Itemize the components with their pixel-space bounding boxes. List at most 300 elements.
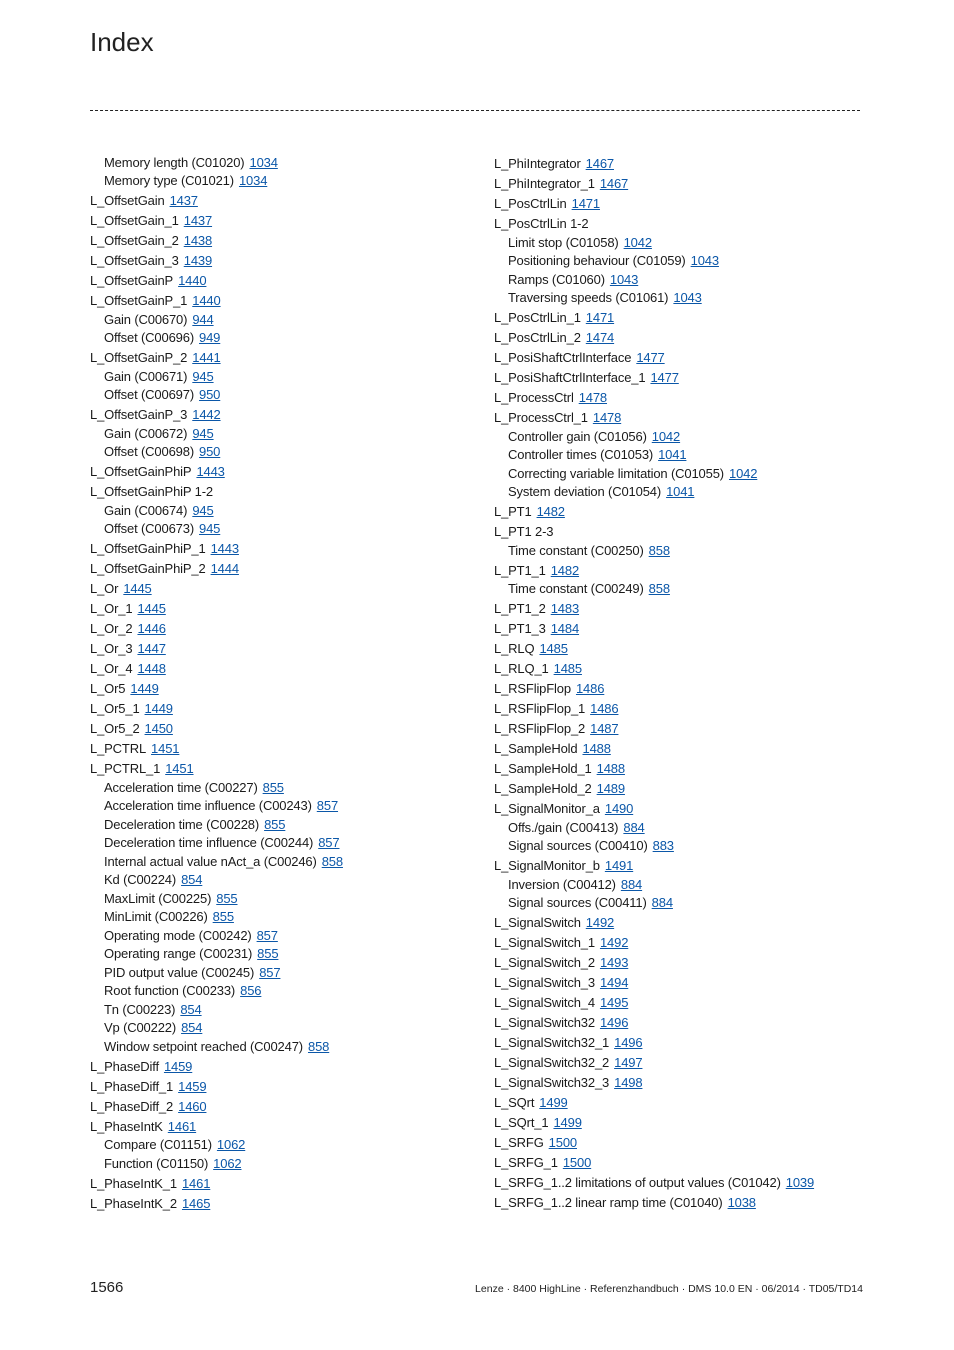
index-entry [494, 1074, 874, 1092]
index-entry [90, 252, 490, 270]
index-entry [494, 409, 874, 427]
index-entry-label: MaxLimit (C00225) [104, 890, 212, 906]
index-entry [90, 406, 490, 424]
index-entry-label: Acceleration time (C00227) [104, 779, 258, 795]
page-reference-link[interactable]: 1441 [192, 350, 221, 365]
index-entry-label: L_PhaseDiff [90, 1058, 159, 1074]
index-entry-label: L_Or5 [90, 681, 126, 696]
index-entry [90, 540, 490, 558]
index-subentry [494, 837, 874, 855]
index-entry-label: Limit stop (C01058) [508, 234, 619, 250]
index-entry [90, 560, 490, 578]
index-entry [494, 1054, 874, 1072]
page-reference-link[interactable]: 1043 [690, 253, 719, 268]
index-entry [90, 463, 490, 481]
index-column-right [494, 153, 874, 1212]
index-subentry [90, 386, 490, 404]
index-entry [494, 660, 874, 678]
index-entry-label: L_PosiShaftCtrlInterface [494, 350, 632, 365]
page-reference-link[interactable]: 1042 [651, 428, 681, 444]
page-reference-link[interactable]: 854 [181, 1020, 203, 1035]
page-reference-link[interactable]: 1042 [623, 234, 652, 250]
index-entry-label: L_PhaseIntK_2 [90, 1195, 177, 1211]
page-reference-link[interactable]: 1445 [123, 581, 152, 596]
page-reference-link[interactable]: 857 [316, 798, 339, 813]
index-entry [90, 483, 490, 501]
index-entry [90, 680, 490, 698]
index-entry-label: Controller gain (C01056) [508, 428, 647, 444]
index-entry [494, 503, 874, 521]
index-subentry [494, 819, 874, 837]
page-reference-link[interactable]: 854 [180, 1001, 202, 1017]
index-subentry [494, 542, 874, 560]
page-reference-link[interactable]: 950 [199, 387, 221, 402]
index-entry-label: L_PosCtrlLin_1 [494, 310, 581, 325]
page-reference-link[interactable]: 1034 [238, 173, 268, 188]
index-subentry [90, 368, 490, 386]
page-reference-link[interactable]: 1484 [550, 621, 580, 636]
index-entry [494, 994, 874, 1012]
index-entry-label: L_PhiIntegrator_1 [494, 176, 595, 191]
index-subentry [90, 834, 490, 852]
index-subentry [494, 465, 874, 483]
index-entry-label: L_Or5_2 [90, 721, 140, 736]
page-reference-link[interactable]: 1446 [137, 621, 166, 636]
index-entry [494, 155, 874, 173]
index-entry-label: Vp (C00222) [104, 1020, 177, 1035]
index-entry [494, 620, 874, 638]
index-entry-label: L_SQrt [494, 1095, 535, 1110]
page-reference-link[interactable]: 1041 [658, 447, 687, 462]
page-reference-link[interactable]: 858 [648, 542, 670, 558]
index-entry [494, 720, 874, 738]
index-entry [494, 857, 874, 875]
index-subentry [494, 234, 874, 252]
index-entry [494, 934, 874, 952]
index-subentry [494, 428, 874, 446]
page-reference-link[interactable]: 1461 [181, 1175, 211, 1191]
page-reference-link[interactable]: 1485 [553, 661, 582, 676]
index-entry-label: Offset (C00696) [104, 330, 195, 345]
page-reference-link[interactable]: 855 [216, 890, 238, 906]
page-reference-link[interactable]: 1440 [178, 273, 207, 288]
index-entry-label: Traversing speeds (C01061) [508, 290, 669, 305]
index-entry-label: Deceleration time influence (C00244) [104, 835, 314, 850]
page-reference-link[interactable]: 1460 [178, 1098, 207, 1114]
index-entry [90, 192, 490, 210]
page-reference-link[interactable]: 1041 [666, 484, 695, 499]
page-reference-link[interactable]: 1496 [599, 1015, 629, 1030]
index-entry-label: L_OffsetGain_3 [90, 253, 179, 268]
page-reference-link[interactable]: 945 [192, 425, 214, 441]
index-entry [90, 272, 490, 290]
page-reference-link[interactable]: 854 [181, 872, 203, 887]
page-reference-link[interactable]: 1438 [183, 233, 213, 248]
index-entry [90, 740, 490, 758]
page-reference-link[interactable]: 1062 [213, 1155, 242, 1171]
index-subentry [90, 871, 490, 889]
index-subentry [494, 446, 874, 464]
index-entry [494, 1114, 874, 1132]
page-reference-link[interactable]: 1494 [599, 975, 629, 990]
page-reference-link[interactable]: 1448 [137, 661, 166, 676]
page-reference-link[interactable]: 855 [257, 946, 279, 961]
page-reference-link[interactable]: 857 [318, 835, 340, 850]
index-subentry [90, 890, 490, 908]
index-entry [494, 1194, 874, 1212]
index-entry-label: Offset (C00673) [104, 521, 195, 536]
page-reference-link[interactable]: 1437 [183, 213, 213, 228]
page-reference-link[interactable]: 1443 [196, 464, 225, 479]
index-entry-label: L_PhaseIntK_1 [90, 1175, 177, 1191]
index-entry-label: L_RSFlipFlop [494, 681, 571, 696]
page-reference-link[interactable]: 884 [651, 895, 673, 910]
page-reference-link[interactable]: 1451 [151, 741, 180, 756]
page-reference-link[interactable]: 1490 [604, 801, 634, 816]
index-entry-label: L_PCTRL_1 [90, 761, 161, 776]
index-entry [494, 740, 874, 758]
footer-document-info: Lenze · 8400 HighLine · Referenzhandbuch · DMS 10.0 EN · 06/2014 · TD05/TD14 [475, 1283, 863, 1295]
index-entry-label: Correcting variable limitation (C01055) [508, 465, 724, 481]
index-entry [494, 600, 874, 618]
index-entry-label: L_OffsetGainPhiP 1-2 [90, 484, 213, 499]
page-reference-link[interactable]: 945 [192, 368, 214, 384]
index-subentry [90, 982, 490, 1000]
index-entry-label: L_PhaseIntK [90, 1118, 163, 1134]
index-entry-label: L_ProcessCtrl [494, 390, 574, 405]
page-reference-link[interactable]: 1467 [599, 176, 629, 191]
page-reference-link[interactable]: 1498 [614, 1075, 643, 1090]
index-entry-label: Gain (C00672) [104, 425, 188, 441]
page-reference-link[interactable]: 1445 [137, 601, 166, 616]
page-reference-link[interactable]: 1449 [144, 701, 173, 716]
index-entry [494, 914, 874, 932]
page-reference-link[interactable]: 1478 [592, 410, 622, 425]
index-entry-label: L_Or_1 [90, 601, 133, 616]
page-reference-link[interactable]: 884 [623, 819, 645, 835]
index-entry-label: Window setpoint reached (C00247) [104, 1038, 303, 1054]
index-entry [494, 369, 874, 387]
index-entry-label: Compare (C01151) [104, 1137, 212, 1152]
page-reference-link[interactable]: 1467 [585, 156, 614, 171]
page-reference-link[interactable]: 1482 [550, 562, 580, 578]
index-subentry [90, 329, 490, 347]
index-entry-label: L_PCTRL [90, 741, 147, 756]
page-reference-link[interactable]: 1487 [590, 721, 619, 736]
index-entry-label: Offset (C00697) [104, 387, 195, 402]
index-entry [90, 1175, 490, 1193]
page-reference-link[interactable]: 856 [240, 983, 262, 998]
index-subentry [494, 252, 874, 270]
index-entry-label: L_SignalSwitch_1 [494, 935, 595, 950]
index-entry-label: L_OffsetGainP_3 [90, 407, 188, 422]
index-entry-label: L_OffsetGainP_1 [90, 293, 188, 308]
page-reference-link[interactable]: 1439 [183, 253, 213, 268]
index-entry-label: Kd (C00224) [104, 872, 177, 887]
index-subentry [90, 797, 490, 815]
index-entry [494, 700, 874, 718]
index-subentry [90, 1155, 490, 1173]
index-entry [494, 175, 874, 193]
index-entry-label: L_SignalSwitch_4 [494, 995, 595, 1010]
page-reference-link[interactable]: 1492 [599, 935, 629, 950]
index-entry-label: L_RSFlipFlop_2 [494, 721, 586, 736]
page-reference-link[interactable]: 858 [648, 581, 670, 596]
index-entry-label: L_PosCtrlLin_2 [494, 330, 581, 345]
page-reference-link[interactable]: 1499 [553, 1115, 582, 1130]
index-subentry [494, 580, 874, 598]
page-reference-link[interactable]: 1437 [169, 193, 198, 208]
index-entry-label: Gain (C00674) [104, 502, 188, 518]
index-entry [494, 640, 874, 658]
index-entry [494, 195, 874, 213]
page-reference-link[interactable]: 1039 [785, 1175, 815, 1190]
index-entry [494, 1014, 874, 1032]
index-entry [494, 680, 874, 698]
index-entry-label: L_SampleHold_1 [494, 761, 592, 776]
page-reference-link[interactable]: 1034 [249, 154, 278, 170]
page-reference-link[interactable]: 1471 [585, 310, 615, 325]
page-reference-link[interactable]: 1449 [130, 681, 159, 696]
index-subentry [90, 816, 490, 834]
index-entry [90, 1098, 490, 1116]
index-subentry [90, 908, 490, 926]
index-entry-label: L_SignalSwitch32_1 [494, 1035, 610, 1050]
index-entry [494, 523, 874, 541]
index-entry-label: L_SignalSwitch [494, 915, 581, 930]
index-entry-label: L_PhaseDiff_1 [90, 1078, 174, 1094]
index-entry [494, 1094, 874, 1112]
page-reference-link[interactable]: 1459 [163, 1058, 193, 1074]
index-entry-label: Time constant (C00249) [508, 581, 644, 596]
index-subentry [90, 425, 490, 443]
page-reference-link[interactable]: 1444 [210, 561, 239, 576]
index-entry [90, 660, 490, 678]
index-entry-label: L_OffsetGainPhiP_2 [90, 561, 206, 576]
page-reference-link[interactable]: 883 [652, 838, 674, 853]
page-reference-link[interactable]: 950 [199, 444, 221, 459]
index-subentry [494, 289, 874, 307]
page-reference-link[interactable]: 1488 [596, 761, 625, 776]
index-entry [90, 720, 490, 738]
index-entry-label: L_RLQ [494, 641, 535, 656]
index-subentry [90, 443, 490, 461]
index-entry [494, 1134, 874, 1152]
index-subentry [494, 483, 874, 501]
index-subentry [494, 271, 874, 289]
index-entry-label: L_PhiIntegrator [494, 156, 581, 171]
index-entry-label: L_PT1_1 [494, 562, 546, 578]
index-entry-label: L_PosiShaftCtrlInterface_1 [494, 370, 646, 385]
page-reference-link[interactable]: 884 [620, 876, 643, 892]
page-reference-link[interactable]: 1474 [585, 330, 615, 345]
index-subentry [494, 894, 874, 912]
page-number: 1566 [90, 1279, 124, 1296]
page-reference-link[interactable]: 1450 [144, 721, 173, 736]
index-entry-label: Memory type (C01021) [104, 173, 234, 188]
index-entry-label: L_SignalMonitor_b [494, 858, 600, 873]
index-entry-label: L_PT1 [494, 504, 532, 519]
page-reference-link[interactable]: 1493 [599, 955, 629, 970]
index-entry [494, 309, 874, 327]
index-entry [494, 974, 874, 992]
index-entry-label: L_RSFlipFlop_1 [494, 701, 586, 716]
index-entry-label: L_SampleHold_2 [494, 781, 592, 796]
index-entry-label: Gain (C00671) [104, 368, 188, 384]
index-entry-label: Memory length (C01020) [104, 154, 245, 170]
index-entry-label: Inversion (C00412) [508, 876, 616, 892]
page-reference-link[interactable]: 1485 [539, 641, 568, 656]
page-reference-link[interactable]: 1043 [673, 290, 702, 305]
page-reference-link[interactable]: 1486 [575, 681, 605, 696]
page-reference-link[interactable]: 1500 [548, 1135, 577, 1150]
index-entry [494, 389, 874, 407]
page-reference-link[interactable]: 1443 [210, 541, 239, 556]
page-title: Index [90, 27, 154, 57]
index-entry [90, 1078, 490, 1096]
index-entry-label: L_Or_2 [90, 621, 133, 636]
index-subentry [90, 1136, 490, 1154]
page-reference-link[interactable]: 1495 [599, 995, 629, 1010]
index-subentry [494, 876, 874, 894]
index-entry [494, 329, 874, 347]
page-reference-link[interactable]: 1447 [137, 641, 166, 656]
page-reference-link[interactable]: 1478 [578, 390, 608, 405]
page-reference-link[interactable]: 1477 [636, 350, 665, 365]
index-entry-label: Offset (C00698) [104, 444, 195, 459]
page-reference-link[interactable]: 858 [307, 1038, 330, 1054]
page-reference-link[interactable]: 1471 [571, 196, 600, 211]
page-reference-link[interactable]: 1500 [562, 1155, 592, 1170]
index-entry-label: Operating mode (C00242) [104, 927, 252, 943]
header-divider [90, 110, 860, 111]
index-entry [90, 232, 490, 250]
page-reference-link[interactable]: 1496 [614, 1035, 643, 1050]
index-entry-label: System deviation (C01054) [508, 484, 662, 499]
index-entry-label: Controller times (C01053) [508, 447, 654, 462]
index-entry-label: L_Or [90, 581, 119, 596]
page-reference-link[interactable]: 1440 [192, 293, 221, 308]
index-entry-label: Function (C01150) [104, 1155, 209, 1171]
index-entry [90, 212, 490, 230]
index-entry-label: L_OffsetGain_2 [90, 233, 179, 248]
index-entry [90, 700, 490, 718]
index-entry-label: Positioning behaviour (C01059) [508, 253, 686, 268]
page-reference-link[interactable]: 855 [262, 779, 284, 795]
index-subentry [90, 779, 490, 797]
page-reference-link[interactable]: 1038 [727, 1195, 756, 1210]
index-entry [494, 215, 874, 233]
index-entry-label: MinLimit (C00226) [104, 909, 208, 924]
page-reference-link[interactable]: 1442 [192, 407, 221, 422]
page-reference-link[interactable]: 1477 [650, 370, 679, 385]
page-reference-link[interactable]: 945 [192, 502, 214, 518]
index-entry-label: Signal sources (C00411) [508, 895, 647, 910]
page-reference-link[interactable]: 1499 [539, 1095, 568, 1110]
index-entry [90, 349, 490, 367]
index-entry-label: L_OffsetGain_1 [90, 213, 179, 228]
page-reference-link[interactable]: 855 [264, 816, 286, 832]
page-reference-link[interactable]: 1459 [178, 1078, 207, 1094]
index-entry-label: L_OffsetGain [90, 193, 165, 208]
index-entry-label: Ramps (C01060) [508, 271, 605, 287]
index-subentry [90, 945, 490, 963]
index-entry-label: L_PT1_3 [494, 621, 546, 636]
index-entry-label: L_Or5_1 [90, 701, 140, 716]
page-reference-link[interactable]: 858 [321, 853, 343, 869]
page-reference-link[interactable]: 1489 [596, 781, 625, 796]
index-entry-label: Deceleration time (C00228) [104, 816, 260, 832]
index-entry-label: L_PT1 2-3 [494, 524, 554, 539]
page-reference-link[interactable]: 1486 [590, 701, 619, 716]
index-entry [90, 292, 490, 310]
page-reference-link[interactable]: 1042 [728, 465, 758, 481]
index-entry [90, 600, 490, 618]
index-entry-label: Internal actual value nAct_a (C00246) [104, 853, 317, 869]
index-entry-label: L_OffsetGainP_2 [90, 350, 188, 365]
page-reference-link[interactable]: 1465 [181, 1195, 211, 1211]
index-entry [90, 1195, 490, 1213]
index-entry-label: L_SignalSwitch_2 [494, 955, 595, 970]
page-reference-link[interactable]: 857 [256, 927, 278, 943]
index-entry-label: Gain (C00670) [104, 311, 188, 327]
page-reference-link[interactable]: 944 [192, 311, 214, 327]
index-entry-label: L_SRFG_1..2 limitations of output values (C01042) [494, 1175, 781, 1190]
page-reference-link[interactable]: 1497 [614, 1055, 643, 1070]
index-entry-label: Root function (C00233) [104, 983, 236, 998]
index-entry-label: Time constant (C00250) [508, 542, 644, 558]
index-entry-label: L_SignalMonitor_a [494, 801, 600, 816]
index-entry-label: L_RLQ_1 [494, 661, 549, 676]
page-reference-link[interactable]: 1062 [216, 1137, 246, 1152]
index-entry-label: L_PosCtrlLin [494, 196, 567, 211]
index-entry-label: Acceleration time influence (C00243) [104, 798, 312, 813]
index-entry [494, 349, 874, 367]
page-reference-link[interactable]: 945 [199, 521, 221, 536]
page-reference-link[interactable]: 1483 [550, 601, 580, 616]
page-reference-link[interactable]: 855 [212, 909, 234, 924]
index-subentry [90, 502, 490, 520]
index-subentry [90, 154, 490, 172]
index-entry [494, 780, 874, 798]
page-reference-link[interactable]: 1043 [609, 271, 639, 287]
index-entry-label: L_OffsetGainPhiP_1 [90, 541, 206, 556]
page-reference-link[interactable]: 1491 [604, 858, 634, 873]
index-subentry [90, 520, 490, 538]
index-entry-label: L_SignalSwitch32_2 [494, 1055, 610, 1070]
page-reference-link[interactable]: 1451 [165, 761, 194, 776]
index-subentry [90, 311, 490, 329]
page-reference-link[interactable]: 1488 [582, 741, 611, 756]
page-reference-link[interactable]: 857 [259, 964, 281, 980]
index-entry [90, 1118, 490, 1136]
page-reference-link[interactable]: 1482 [536, 504, 565, 519]
index-entry-label: Offs./gain (C00413) [508, 819, 619, 835]
page-reference-link[interactable]: 1461 [167, 1118, 197, 1134]
page-reference-link[interactable]: 949 [199, 330, 221, 345]
index-subentry [90, 1001, 490, 1019]
index-entry-label: Operating range (C00231) [104, 946, 253, 961]
index-entry-label: L_PosCtrlLin 1-2 [494, 216, 589, 231]
index-entry-label: L_OffsetGainP [90, 273, 174, 288]
index-entry-label: Signal sources (C00410) [508, 838, 648, 853]
index-entry-label: L_SRFG [494, 1135, 544, 1150]
index-entry-label: L_SampleHold [494, 741, 578, 756]
index-entry [90, 1058, 490, 1076]
index-entry [494, 954, 874, 972]
index-subentry [90, 1019, 490, 1037]
page-reference-link[interactable]: 1492 [585, 915, 615, 930]
